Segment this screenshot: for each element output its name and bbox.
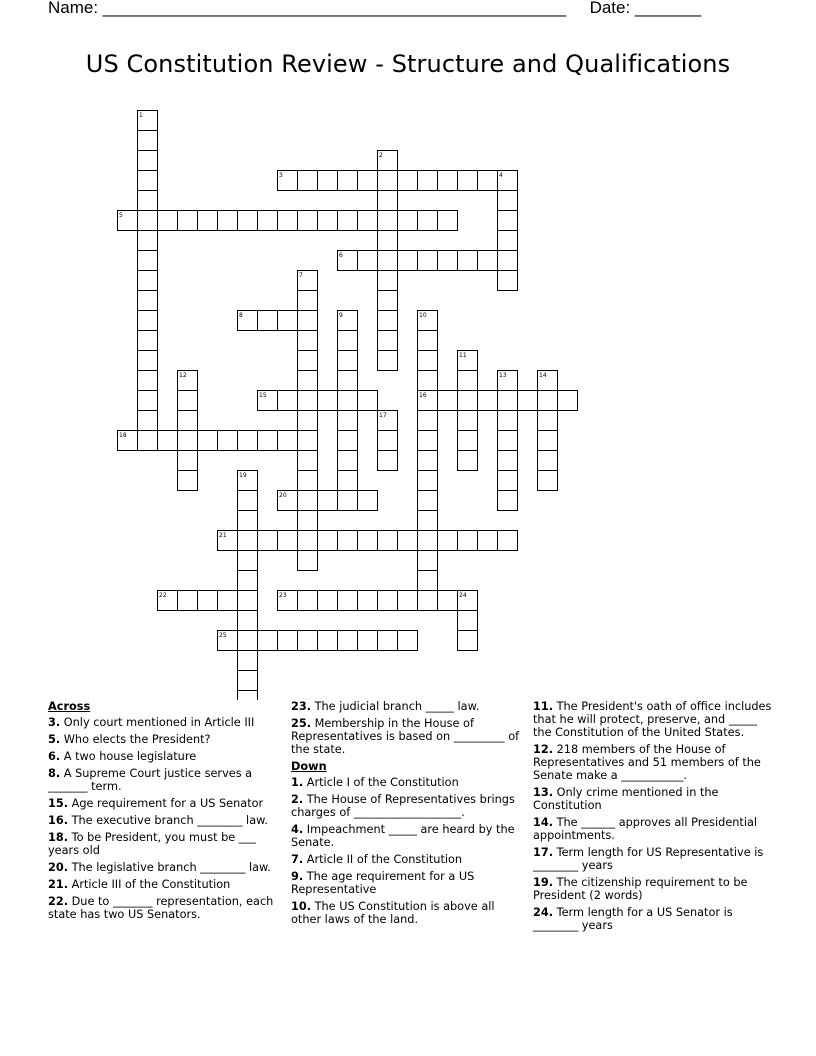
grid-cell[interactable] (358, 531, 378, 551)
grid-cell[interactable] (278, 531, 298, 551)
grid-cell[interactable] (538, 411, 558, 431)
date-label: Date: (589, 0, 631, 17)
grid-cell[interactable] (198, 431, 218, 451)
grid-cell[interactable] (338, 411, 358, 431)
grid-cell[interactable] (498, 231, 518, 251)
date-field[interactable]: _______ (634, 0, 702, 17)
clue-text: Who elects the President? (60, 733, 211, 746)
grid-cell[interactable] (298, 511, 318, 531)
clue-number: 24. (533, 906, 554, 919)
clue-text: Term length for a US Senator is ________ years (533, 906, 733, 932)
grid-cell[interactable] (298, 471, 318, 491)
grid-cell[interactable] (378, 531, 398, 551)
grid-cell[interactable] (358, 391, 378, 411)
name-label: Name: (48, 0, 99, 17)
clue-text: Membership in the House of Representatives is based on _________ of the state. (291, 717, 520, 756)
clue-number: 1. (291, 776, 304, 789)
grid-cell[interactable] (338, 491, 358, 511)
clue-text: 218 members of the House of Representatives and 51 members of the Senate make a ___________. (533, 743, 761, 782)
grid-cell[interactable] (438, 531, 458, 551)
clue-text: Article II of the Constitution (303, 853, 463, 866)
grid-cell[interactable] (238, 531, 258, 551)
clue-number: 16. (48, 814, 69, 827)
grid-cell[interactable] (298, 211, 318, 231)
grid-cell[interactable] (278, 631, 298, 651)
grid-cell[interactable] (418, 351, 438, 371)
clue-number: 4. (291, 823, 304, 836)
grid-cell[interactable] (498, 531, 518, 551)
grid-cell[interactable] (238, 571, 258, 591)
clue-text: The judicial branch _____ law. (311, 700, 480, 713)
clue-column-3 (533, 700, 773, 936)
grid-cell[interactable] (338, 331, 358, 351)
clue-text: Article I of the Constitution (303, 776, 459, 789)
cell-number: 24 (459, 592, 467, 599)
grid-cell[interactable] (138, 191, 158, 211)
grid-cell[interactable] (418, 571, 438, 591)
clue-number: 9. (291, 870, 304, 883)
grid-cell[interactable] (298, 331, 318, 351)
grid-cell[interactable] (178, 451, 198, 471)
cell-number: 20 (279, 492, 287, 499)
grid-cell[interactable] (318, 591, 338, 611)
clue-text: Age requirement for a US Senator (68, 797, 264, 810)
clue-number: 23. (291, 700, 312, 713)
grid-cell[interactable] (218, 211, 238, 231)
grid-cell[interactable] (298, 591, 318, 611)
grid-cell[interactable] (398, 211, 418, 231)
grid-cell[interactable] (358, 631, 378, 651)
clue-number: 12. (533, 743, 554, 756)
grid-cell[interactable] (258, 211, 278, 231)
clue-number: 6. (48, 750, 61, 763)
clue-item (533, 786, 773, 812)
grid-cell[interactable] (338, 451, 358, 471)
grid-cell[interactable] (338, 631, 358, 651)
grid-cell[interactable] (338, 371, 358, 391)
name-field[interactable]: _________________________________________________ (102, 0, 567, 17)
grid-cell[interactable] (438, 251, 458, 271)
grid-cell[interactable] (158, 431, 178, 451)
grid-cell[interactable] (238, 431, 258, 451)
clue-number: 14. (533, 816, 554, 829)
cell-number: 18 (119, 432, 127, 439)
clue-item (48, 878, 278, 891)
clue-item (291, 870, 521, 896)
grid-cell[interactable] (458, 251, 478, 271)
grid-cell[interactable] (398, 171, 418, 191)
grid-cell[interactable] (238, 691, 258, 701)
grid-cell[interactable] (278, 391, 298, 411)
grid-cell[interactable] (438, 591, 458, 611)
grid-cell[interactable] (138, 291, 158, 311)
grid-cell[interactable] (478, 531, 498, 551)
grid-cell[interactable] (358, 211, 378, 231)
clue-number: 3. (48, 716, 61, 729)
grid-cell[interactable] (378, 211, 398, 231)
grid-cell[interactable] (218, 591, 238, 611)
grid-cell[interactable] (418, 411, 438, 431)
grid-cell[interactable] (538, 431, 558, 451)
grid-cell[interactable] (318, 391, 338, 411)
clue-text: Only court mentioned in Article III (60, 716, 255, 729)
cell-number: 13 (499, 372, 507, 379)
clue-item (533, 876, 773, 902)
grid-cell[interactable] (538, 451, 558, 471)
grid-cell[interactable] (238, 551, 258, 571)
grid-cell[interactable] (338, 431, 358, 451)
grid-cell[interactable] (418, 171, 438, 191)
clue-text: The citizenship requirement to be President (2 words) (533, 876, 748, 902)
grid-cell[interactable] (358, 491, 378, 511)
grid-cell[interactable] (458, 631, 478, 651)
grid-cell[interactable] (498, 391, 518, 411)
cell-number: 5 (119, 212, 123, 219)
clue-text: The legislative branch ________ law. (68, 861, 271, 874)
cell-number: 21 (219, 532, 227, 539)
grid-cell[interactable] (138, 391, 158, 411)
clue-text: The House of Representatives brings charges of ___________________. (291, 793, 515, 819)
grid-cell[interactable] (498, 411, 518, 431)
grid-cell[interactable] (138, 211, 158, 231)
clue-item (48, 895, 278, 921)
grid-cell[interactable] (298, 351, 318, 371)
grid-cell[interactable] (378, 171, 398, 191)
grid-cell[interactable] (318, 491, 338, 511)
cell-number: 12 (179, 372, 187, 379)
grid-cell[interactable] (418, 551, 438, 571)
clue-item (291, 900, 521, 926)
grid-cell[interactable] (458, 371, 478, 391)
clue-text: The President's oath of office includes that he will protect, preserve, and _____ the Constitution of the United States. (533, 700, 772, 739)
grid-cell[interactable] (258, 631, 278, 651)
clue-number: 10. (291, 900, 312, 913)
grid-cell[interactable] (498, 491, 518, 511)
grid-cell[interactable] (398, 531, 418, 551)
grid-cell[interactable] (458, 531, 478, 551)
clue-text: Due to _______ representation, each state has two US Senators. (48, 895, 274, 921)
grid-cell[interactable] (498, 271, 518, 291)
grid-cell[interactable] (418, 211, 438, 231)
grid-cell[interactable] (378, 431, 398, 451)
clue-number: 11. (533, 700, 554, 713)
grid-cell[interactable] (298, 311, 318, 331)
grid-cell[interactable] (178, 211, 198, 231)
grid-cell[interactable] (258, 531, 278, 551)
grid-cell[interactable] (318, 211, 338, 231)
across-heading: Across (48, 700, 91, 713)
grid-cell[interactable] (418, 531, 438, 551)
cell-number: 11 (459, 352, 467, 359)
grid-cell[interactable] (238, 491, 258, 511)
cell-number: 17 (379, 412, 387, 419)
grid-cell[interactable] (378, 331, 398, 351)
grid-cell[interactable] (298, 411, 318, 431)
grid-cell[interactable] (238, 211, 258, 231)
clue-number: 18. (48, 831, 69, 844)
grid-cell[interactable] (378, 231, 398, 251)
grid-cell[interactable] (418, 331, 438, 351)
grid-cell[interactable] (138, 351, 158, 371)
clue-number: 25. (291, 717, 312, 730)
grid-cell[interactable] (138, 231, 158, 251)
grid-cell[interactable] (138, 331, 158, 351)
cell-number: 9 (339, 312, 343, 319)
grid-cell[interactable] (338, 531, 358, 551)
grid-cell[interactable] (178, 411, 198, 431)
grid-cell[interactable] (378, 631, 398, 651)
grid-cell[interactable] (138, 131, 158, 151)
clue-item (291, 853, 521, 866)
grid-cell[interactable] (178, 391, 198, 411)
grid-cell[interactable] (438, 391, 458, 411)
grid-cell[interactable] (178, 431, 198, 451)
grid-cell[interactable] (338, 471, 358, 491)
grid-cell[interactable] (238, 611, 258, 631)
grid-cell[interactable] (138, 431, 158, 451)
grid-cell[interactable] (478, 251, 498, 271)
grid-cell[interactable] (358, 251, 378, 271)
grid-cell[interactable] (438, 211, 458, 231)
grid-cell[interactable] (418, 371, 438, 391)
grid-cell[interactable] (458, 611, 478, 631)
grid-cell[interactable] (198, 211, 218, 231)
grid-cell[interactable] (498, 251, 518, 271)
grid-cell[interactable] (338, 391, 358, 411)
cell-number: 25 (219, 632, 227, 639)
cell-number: 8 (239, 312, 243, 319)
clue-text: Article III of the Constitution (68, 878, 231, 891)
clue-number: 15. (48, 797, 69, 810)
down-heading: Down (291, 760, 327, 773)
grid-cell[interactable] (418, 471, 438, 491)
grid-cell[interactable] (178, 591, 198, 611)
grid-cell[interactable] (498, 431, 518, 451)
clue-item (48, 716, 278, 729)
grid-cell[interactable] (498, 211, 518, 231)
grid-cell[interactable] (418, 591, 438, 611)
clue-item (291, 700, 521, 713)
grid-cell[interactable] (138, 151, 158, 171)
grid-cell[interactable] (298, 451, 318, 471)
cell-number: 3 (279, 172, 283, 179)
clue-item (48, 861, 278, 874)
grid-cell[interactable] (278, 311, 298, 331)
grid-cell[interactable] (298, 551, 318, 571)
grid-cell[interactable] (138, 271, 158, 291)
grid-cell[interactable] (338, 591, 358, 611)
grid-cell[interactable] (558, 391, 578, 411)
grid-cell[interactable] (178, 471, 198, 491)
clue-item (291, 776, 521, 789)
clue-number: 22. (48, 895, 69, 908)
grid-cell[interactable] (458, 431, 478, 451)
grid-cell[interactable] (378, 271, 398, 291)
clue-text: The ______ approves all Presidential appointments. (533, 816, 758, 842)
clue-number: 2. (291, 793, 304, 806)
grid-cell[interactable] (138, 311, 158, 331)
page-title: US Constitution Review - Structure and Qualifications (85, 50, 731, 78)
clue-item (291, 823, 521, 849)
clue-column-2 (291, 700, 521, 930)
grid-cell[interactable] (298, 291, 318, 311)
clue-number: 13. (533, 786, 554, 799)
grid-cell[interactable] (378, 191, 398, 211)
grid-cell[interactable] (318, 531, 338, 551)
grid-cell[interactable] (418, 491, 438, 511)
grid-cell[interactable] (298, 371, 318, 391)
grid-cell[interactable] (398, 591, 418, 611)
grid-cell[interactable] (378, 591, 398, 611)
cell-number: 10 (419, 312, 427, 319)
grid-cell[interactable] (258, 431, 278, 451)
clue-item (48, 831, 278, 857)
clue-number: 5. (48, 733, 61, 746)
grid-cell[interactable] (138, 371, 158, 391)
grid-cell[interactable] (398, 631, 418, 651)
grid-cell[interactable] (458, 411, 478, 431)
clue-number: 20. (48, 861, 69, 874)
grid-cell[interactable] (538, 391, 558, 411)
grid-cell[interactable] (158, 211, 178, 231)
grid-cell[interactable] (338, 211, 358, 231)
grid-cell[interactable] (298, 531, 318, 551)
cell-number: 23 (279, 592, 287, 599)
grid-cell[interactable] (298, 171, 318, 191)
grid-cell[interactable] (338, 351, 358, 371)
clue-number: 8. (48, 767, 61, 780)
grid-cell[interactable] (418, 431, 438, 451)
grid-cell[interactable] (198, 591, 218, 611)
grid-cell[interactable] (378, 351, 398, 371)
grid-cell[interactable] (278, 211, 298, 231)
clue-text: Only crime mentioned in the Constitution (533, 786, 719, 812)
grid-cell[interactable] (458, 391, 478, 411)
grid-cell[interactable] (238, 511, 258, 531)
grid-cell[interactable] (438, 171, 458, 191)
grid-cell[interactable] (498, 191, 518, 211)
grid-cell[interactable] (378, 311, 398, 331)
grid-cell[interactable] (238, 671, 258, 691)
cell-number: 6 (339, 252, 343, 259)
grid-cell[interactable] (278, 431, 298, 451)
grid-cell[interactable] (298, 431, 318, 451)
grid-cell[interactable] (258, 311, 278, 331)
clue-item (533, 743, 773, 782)
grid-cell[interactable] (298, 391, 318, 411)
clue-item (291, 793, 521, 819)
cell-number: 14 (539, 372, 547, 379)
clue-number: 21. (48, 878, 69, 891)
grid-cell[interactable] (538, 471, 558, 491)
clue-item (533, 846, 773, 872)
grid-cell[interactable] (418, 251, 438, 271)
grid-cell[interactable] (458, 171, 478, 191)
grid-cell[interactable] (478, 171, 498, 191)
grid-cell[interactable] (378, 251, 398, 271)
cell-number: 2 (379, 152, 383, 159)
grid-cell[interactable] (378, 451, 398, 471)
grid-cell[interactable] (298, 631, 318, 651)
grid-cell[interactable] (138, 171, 158, 191)
clue-text: A Supreme Court justice serves a _______ term. (48, 767, 253, 793)
cell-number: 15 (259, 392, 267, 399)
grid-cell[interactable] (458, 451, 478, 471)
grid-cell[interactable] (318, 171, 338, 191)
grid-cell[interactable] (398, 251, 418, 271)
grid-cell[interactable] (358, 171, 378, 191)
grid-cell[interactable] (138, 251, 158, 271)
grid-cell[interactable] (498, 451, 518, 471)
clue-number: 19. (533, 876, 554, 889)
clue-item (48, 767, 278, 793)
clue-number: 7. (291, 853, 304, 866)
clue-item (533, 700, 773, 739)
clue-number: 17. (533, 846, 554, 859)
clue-item (48, 750, 278, 763)
cell-number: 19 (239, 472, 247, 479)
clue-text: The executive branch ________ law. (68, 814, 268, 827)
grid-cell[interactable] (138, 411, 158, 431)
grid-cell[interactable] (358, 591, 378, 611)
clue-item (48, 797, 278, 810)
cell-number: 16 (419, 392, 427, 399)
clue-column-1 (48, 700, 278, 925)
clue-item (48, 733, 278, 746)
clue-text: Impeachment _____ are heard by the Senate. (291, 823, 515, 849)
clue-item (291, 717, 521, 756)
clue-text: The age requirement for a US Representative (291, 870, 475, 896)
grid-cell[interactable] (518, 391, 538, 411)
grid-cell[interactable] (238, 631, 258, 651)
clue-text: The US Constitution is above all other laws of the land. (291, 900, 495, 926)
grid-cell[interactable] (338, 171, 358, 191)
clue-item (533, 906, 773, 932)
cell-number: 1 (139, 112, 143, 119)
cell-number: 4 (499, 172, 503, 179)
grid-cell[interactable] (418, 511, 438, 531)
grid-cell[interactable] (378, 291, 398, 311)
grid-cell[interactable] (318, 631, 338, 651)
clue-item (48, 814, 278, 827)
clue-text: A two house legislature (60, 750, 197, 763)
clue-item (533, 816, 773, 842)
grid-cell[interactable] (418, 451, 438, 471)
grid-cell[interactable] (498, 471, 518, 491)
clue-text: To be President, you must be ___ years old (48, 831, 256, 857)
clue-text: Term length for US Representative is ________ years (533, 846, 764, 872)
grid-cell[interactable] (238, 591, 258, 611)
grid-cell[interactable] (478, 391, 498, 411)
cell-number: 7 (299, 272, 303, 279)
cell-number: 22 (159, 592, 167, 599)
grid-cell[interactable] (298, 491, 318, 511)
grid-cell[interactable] (218, 431, 238, 451)
grid-cell[interactable] (238, 651, 258, 671)
